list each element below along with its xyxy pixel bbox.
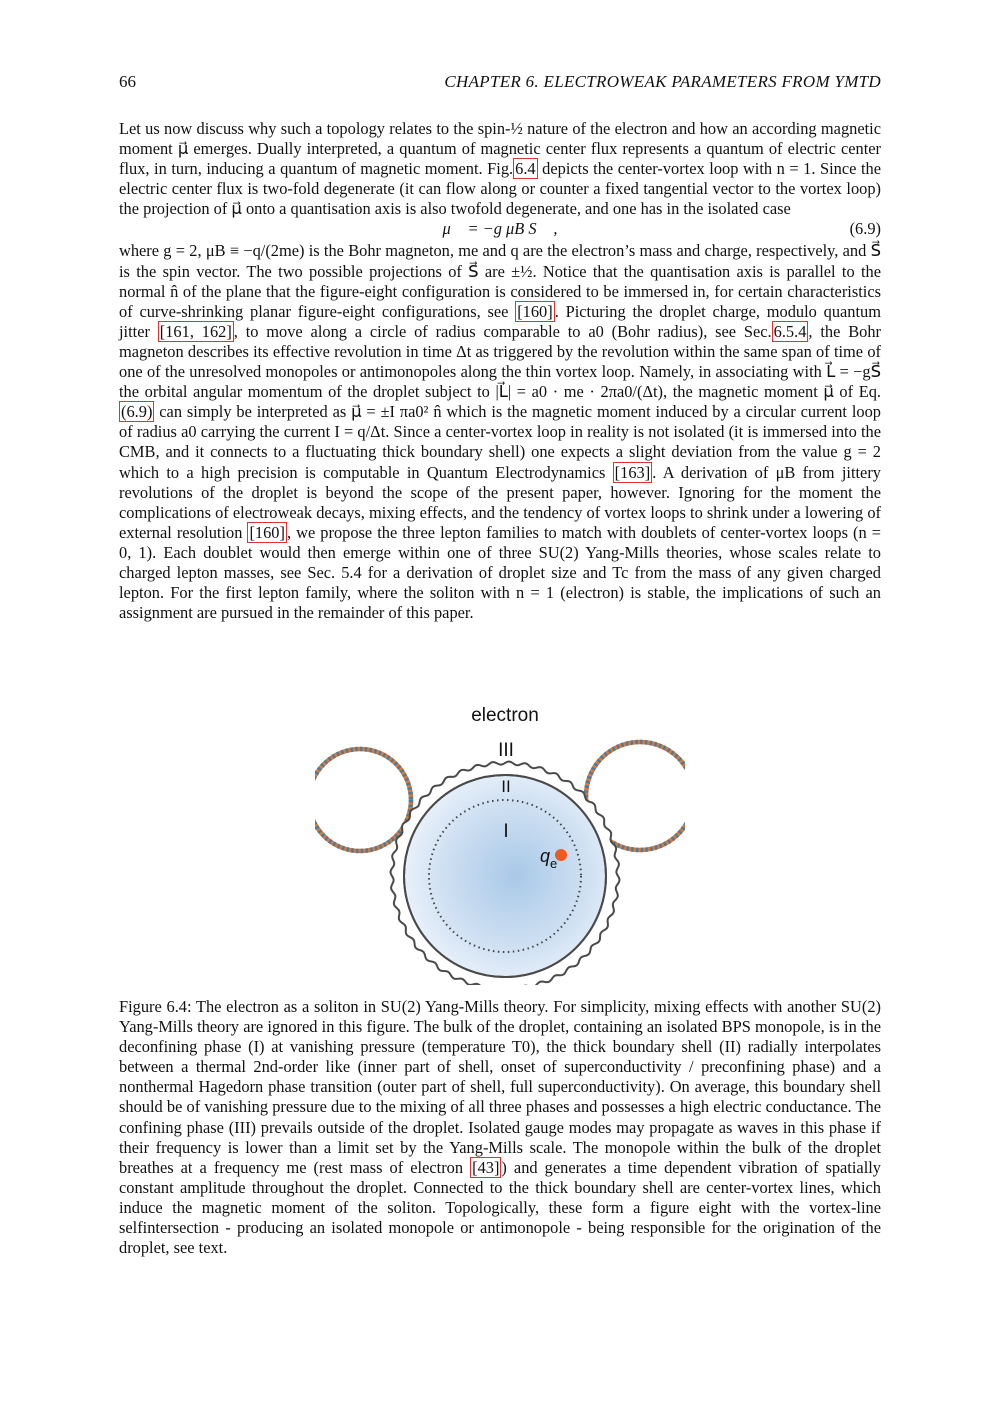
charge-label: $q_e$ bbox=[540, 846, 558, 871]
caption-text-b: ) and generates a time dependent vibration of spatially constant amplitude throughout the droplet. Connected to the thick boundary shell are center-vortex lines, which induce the magnetic moment of the soliton. Topologically, these form a figure eight with the vortex-line selfintersection - producing an isolated monopole or antimonopole - being responsible for the origination of the droplet, see text. bbox=[119, 1157, 881, 1258]
citation-161-162-link[interactable]: [161, 162] bbox=[159, 321, 232, 341]
body-text bbox=[119, 119, 881, 623]
page-number: 66 bbox=[119, 72, 136, 91]
paragraph-2-text-f: . A derivation of μB from jittery revolutions of the droplet is beyond the scope of the present paper, however. Ignoring for the moment the complications of electroweak decays, mixing effects, and the tendency of vortex loops to shrink under a lowering of external resolution bbox=[119, 462, 881, 542]
equation-number: (6.9) bbox=[849, 219, 881, 239]
chapter-title: CHAPTER 6. ELECTROWEAK PARAMETERS FROM YMTD bbox=[444, 72, 881, 91]
section-6-5-4-link[interactable]: 6.5.4 bbox=[773, 321, 807, 341]
paragraph-2-text-g: , we propose the three lepton families to match with doublets of center-vortex loops (n = 0, 1). Each doublet would then emerge within one of three SU(2) Yang-Mills theories, whose scales relate to charged lepton masses, see Sec. 5.4 for a derivation of droplet size and Tc from the mass of any given charged lepton. For the first lepton family, where the soliton with n = 1 (electron) is stable, the implications of such an assignment are pursued in the remainder of this paper. bbox=[119, 522, 882, 623]
label-phase-II: II bbox=[501, 777, 511, 796]
paragraph-2-text-a: where g = 2, μB ≡ −q/(2me) is the Bohr magneton, me and q are the electron’s mass and charge, respectively, and S⃗ is the spin vector. The two possible projections of S⃗ are ±½. Notice that the quantisation axis is parallel to the normal n̂ of the plane that the figure-eight configuration is considered to be immersed in, for certain characteristics of curve-shrinking planar figure-eight configurations, see bbox=[119, 241, 881, 321]
figure-caption bbox=[119, 997, 881, 1258]
paragraph-1-text-a: Let us now discuss why such a topology relates to the spin-½ nature of the electron and how an according magnetic moment μ⃗ emerges. Dually interpreted, a quantum of magnetic center flux represents a quantum of electric center flux, in turn, inducing a quantum of magnetic moment. Fig. bbox=[119, 119, 881, 179]
paragraph-2 bbox=[119, 241, 881, 623]
equation-6-9-link[interactable]: (6.9) bbox=[121, 402, 153, 422]
equation-6-9 bbox=[119, 219, 881, 241]
caption-text-a: Figure 6.4: The electron as a soliton in SU(2) Yang-Mills theory. For simplicity, mixing effects with another SU(2) Yang-Mills theory are ignored in this figure. The bulk of the droplet, containing an isolated BPS monopole, is in the deconfining phase (I) at vanishing pressure (temperature T0), the thick boundary shell (II) radially interpolates between a thermal 2nd-order like (inner part of shell, onset of superconductivity / preconfining phase) and a nonthermal Hagedorn phase transition (outer part of shell, full superconductivity). On average, this boundary shell should be of vanishing pressure due to the mixing of all three phases and possesses a high electric conductance. The confining phase (III) prevails outside of the droplet. Isolated gauge modes may propagate as waves in this phase if their frequency is lower than a limit set by the Yang-Mills scale. The monopole within the bulk of the droplet breathes at a frequency me (rest mass of electron bbox=[119, 997, 881, 1177]
paragraph-2-text-c: , to move along a circle of radius comparable to a0 (Bohr radius), see Sec. bbox=[233, 321, 772, 341]
citation-160b-link[interactable]: [160] bbox=[249, 522, 285, 542]
paragraph-2-text-d: , the Bohr magneton describes its effective revolution in time Δt as triggered by the revolution within the same span of time of one of the unresolved monopoles or antimonopoles along the thin vortex loop. Namely, in associating with L⃗ = −gS⃗ the orbital angular momentum of the droplet subject to |L⃗| = a0 · me · 2πa0/(Δt), the magnetic moment μ⃗ of Eq. bbox=[119, 321, 881, 402]
label-phase-I: I bbox=[503, 821, 509, 842]
citation-43-link[interactable]: [43] bbox=[472, 1157, 500, 1177]
equation-text: μ⃗ = −g μB S⃗ , bbox=[442, 219, 558, 239]
paragraph-1 bbox=[119, 119, 881, 219]
citation-160-link[interactable]: [160] bbox=[517, 301, 553, 321]
figure-6-4 bbox=[315, 700, 685, 985]
citation-163-link[interactable]: [163] bbox=[614, 462, 651, 482]
label-phase-III: III bbox=[498, 740, 514, 761]
paragraph-1-text-b: depicts the center-vortex loop with n = 1. Since the electric center flux is two-fold degenerate (it can flow along or counter a fixed tangential vector to the vortex loop) the projection of μ⃗ onto a quantisation axis is also twofold degenerate, and one has in the isolated case bbox=[119, 159, 881, 219]
paragraph-2-text-e: can simply be interpreted as μ⃗ = ±I πa0² n̂ which is the magnetic moment induced by a circular current loop of radius a0 carrying the current I = q/Δt. Since a center-vortex loop in reality is not isolated (it is immersed into the CMB, and it connects to a fluctuating thick boundary shell) one expects a slight deviation from the value g = 2 which to a high precision is computable in Quantum Electrodynamics bbox=[119, 402, 881, 482]
droplet-bulk bbox=[404, 775, 606, 977]
paragraph-2-text-b: . Picturing the droplet charge, modulo quantum jitter bbox=[119, 301, 881, 341]
electron-diagram bbox=[315, 700, 685, 985]
fig-6-4-link[interactable]: 6.4 bbox=[515, 159, 536, 179]
figure-title: electron bbox=[471, 705, 539, 726]
vortex-loop-left-dots bbox=[315, 749, 411, 851]
